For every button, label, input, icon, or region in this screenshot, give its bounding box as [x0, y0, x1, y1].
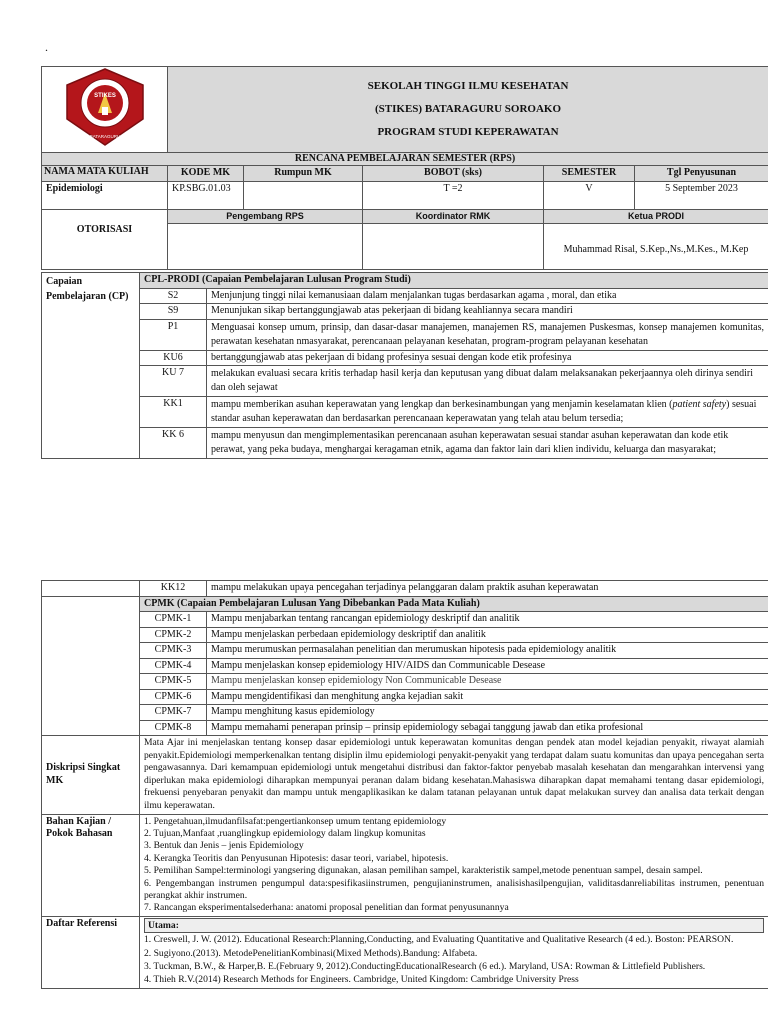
bullet-mark: .	[45, 40, 48, 54]
stikes-logo	[63, 67, 147, 147]
cpl-code: S2	[140, 288, 207, 304]
course-semester: V	[544, 181, 635, 209]
cp-table	[41, 272, 768, 459]
empty-cell	[42, 596, 140, 736]
bahan-item: 5. Pemilihan Sampel:terminologi yangsering digunakan, alasan pemilihan sampel, karakteristik sampel,metode penentuan sampel, desain sampel.	[144, 865, 703, 877]
ref-item: 3. Tuckman, B.W., & Harper,B. E.(February 9, 2012).ConductingEducationalResearch (6 ed.). Maryland, USA: Rowman & Littlefield Publishers.	[144, 961, 706, 973]
ketua-name: Muhammad Risal, S.Kep.,Ns.,M.Kes., M.Kep	[544, 223, 768, 269]
empty-cell	[42, 581, 140, 597]
cpmk-text: Mampu menghitung kasus epidemiology	[207, 705, 768, 721]
kk1-text-b: ) sesuai	[726, 399, 757, 410]
header-tgl: Tgl Penyusunan	[635, 166, 768, 182]
rps-title: RENCANA PEMBELAJARAN SEMESTER (RPS)	[42, 152, 768, 166]
cpl-text: mampu menyusun dan mengimplementasikan perencanaan asuhan keperawatan sesuai standar asuhan keperawatan dan kode etik perawat, yang peka budaya, menghargai keragaman etnik, agama dan faktor lain dari klien individu, keluarga dan masyarakat;	[207, 428, 768, 459]
ref-list	[140, 916, 768, 988]
kk1-text-c: standar asuhan keperawatan dan berdasarkan perencanaan keperawatan yang telah atau belum tersedia;	[211, 413, 624, 424]
course-rumpun	[244, 181, 363, 209]
cp-label: Capaian Pembelajaran (CP)	[42, 273, 140, 459]
cpl-code: KU 7	[140, 366, 207, 397]
cpl-text: melakukan evaluasi secara kritis terhadap hasil kerja dan keputusan yang dibuat dalam melaksanakan pekerjaannya oleh dirinya sendiri dan oleh sejawat	[207, 366, 768, 397]
cpmk-code: CPMK-7	[140, 705, 207, 721]
header-koordinator: Koordinator RMK	[363, 209, 544, 223]
cpmk-header: CPMK (Capaian Pembelajaran Lulusan Yang Dibebankan Pada Mata Kuliah)	[140, 596, 768, 612]
course-date: 5 September 2023	[635, 181, 768, 209]
kk1-text-a: mampu memberikan asuhan keperawatan yang lengkap dan berkesinambungan yang menjamin keselamatan klien (	[211, 399, 673, 410]
course-code: KP.SBG.01.03	[168, 181, 244, 209]
cpmk-code: CPMK-1	[140, 612, 207, 628]
logo-subtitle: BATARAGURU	[89, 134, 120, 139]
cpmk-text: Mampu memahami penerapan prinsip – prinsip epidemiology sebagai tanggung jawab dan etika profesional	[207, 720, 768, 736]
otorisasi-label: OTORISASI	[42, 209, 168, 269]
cpl-code: KK1	[140, 397, 207, 428]
ref-item: 2. Sugiyono.(2013). MetodePenelitianKombinasi(Mixed Methods).Bandung: Alfabeta.	[144, 947, 478, 959]
cpmk-code: CPMK-8	[140, 720, 207, 736]
cpl-text: Menjunjung tinggi nilai kemanusiaan dalam menjalankan tugas berdasarkan agama , moral, dan etika	[207, 288, 768, 304]
cpmk-code: CPMK-3	[140, 643, 207, 659]
cpl-text	[207, 397, 768, 428]
kk12-code: KK12	[140, 581, 207, 597]
deskripsi-text: Mata Ajar ini menjelaskan tentang konsep dasar epidemiologi untuk keperawatan komunitas dengan pendek atan model kejadian penyakit, riwayat alamiah penyakit.Epidemiologi memperkenalkan tentang disiplin ilmu epidemiologi penyakit-penyakit yang terdapat dalam suatu komunitas dan upaya pencegahan serta pengawasannya. Dari kemampuan epidemiologi untuk mengetahui distribusi dan faktor-faktor penyebab masalah kesehatan dan mengarahkan intervensi yang diperlukan maka epidemiologi diharapkan mempunyai peranan dalam bidang kesehatan.Mahasiswa diharapkan dapat memahami tentang dasar epidemiologi, frekuensi penyebaran penyakit dan mampu untuk mengaplikasikan ke dalam tatanan pelayanan untuk dapat melakukan survey dan analisa data terkait dengan ilmu keperawatan.	[140, 736, 768, 815]
cpmk-text: Mampu menjabarkan tentang rancangan epidemiology deskriptif dan analitik	[207, 612, 768, 628]
course-name: Epidemiologi	[42, 181, 168, 209]
header-semester: SEMESTER	[544, 166, 635, 182]
bahan-list	[140, 814, 768, 916]
bahan-item: 1. Pengetahuan,ilmudanfilsafat:pengertiankonsep umum tentang epidemiology	[144, 815, 447, 827]
bahan-item: 6. Pengembangan instrumen pengumpul data:spesifikasiinstrumen, pengujianinstrumen, analisishasilpengujian, validitasdanreliabilitas instrumen, penentuan perangkat akhir instrumen.	[144, 877, 764, 901]
cpmk-text: Mampu merumuskan permasalahan penelitian dan merumuskan hipotesis pada epidemiology analitik	[207, 643, 768, 659]
ref-item: 4. Thieh R.V.(2014) Research Methods for Engineers. Cambridge, United Kingdom: Cambridge University Press	[144, 974, 579, 986]
ref-item: 1. Creswell, J. W. (2012). Educational Research:Planning,Conducting, and Evaluating Quantitative and Qualitative Research (4 ed.). Boston: PEARSON.	[144, 934, 734, 946]
ref-label: Daftar Referensi	[42, 916, 140, 988]
cpmk-code: CPMK-5	[140, 674, 207, 690]
header-pengembang: Pengembang RPS	[168, 209, 363, 223]
cpl-text: Menguasai konsep umum, prinsip, dan dasar-dasar manajemen, manajemen RS, manajemen Puskesmas, konsep manajemen komunitas, perawatan kesehatan nmasyarakat, perencanaan pelayanan kesehatan, program-program pelayanan kesehatan	[207, 319, 768, 350]
header-rumpun: Rumpun MK	[244, 166, 363, 182]
pengembang-sign	[168, 223, 363, 269]
institution-line-3: PROGRAM STUDI KEPERAWATAN	[377, 125, 559, 138]
logo-cell	[42, 67, 168, 153]
cpmk-text: Mampu mengidentifikasi dan menghitung angka kejadian sakit	[207, 689, 768, 705]
logo-name: STIKES	[93, 93, 116, 99]
bahan-label: Bahan Kajian / Pokok Bahasan	[42, 814, 140, 916]
cpl-text: bertanggungjawab atas pekerjaan di bidang profesinya sesuai dengan kode etik profesinya	[207, 350, 768, 366]
institution-line-1: SEKOLAH TINGGI ILMU KESEHATAN	[367, 79, 569, 92]
bahan-item: 4. Kerangka Teoritis dan Penyusunan Hipotesis: dasar teori, variabel, hipotesis.	[144, 852, 449, 864]
deskripsi-label: Diskripsi Singkat MK	[42, 736, 140, 815]
cpmk-code: CPMK-2	[140, 627, 207, 643]
institution-header	[168, 67, 768, 153]
header-ketua: Ketua PRODI	[544, 209, 768, 223]
course-bobot: T =2	[363, 181, 544, 209]
cpl-code: S9	[140, 304, 207, 320]
header-bobot: BOBOT (sks)	[363, 166, 544, 182]
ref-head: Utama:	[144, 918, 764, 933]
kk1-text-italic: patient safety	[672, 399, 727, 410]
bahan-item: 7. Rancangan eksperimentalsederhana: anatomi proposal penelitian dan format penyusunannya	[144, 902, 509, 914]
cpmk-code: CPMK-6	[140, 689, 207, 705]
rps-header-table	[41, 66, 768, 270]
bahan-item: 2. Tujuan,Manfaat ,ruanglingkup epidemiology dalam lingkup komunitas	[144, 827, 426, 839]
cpmk-text: Mampu menjelaskan perbedaan epidemiology deskriptif dan analitik	[207, 627, 768, 643]
cpl-text: Menunjukan sikap bertanggungjawab atas pekerjaan di bidang keahliannya secara mandiri	[207, 304, 768, 320]
cpmk-text: Mampu menjelaskan konsep epidemiology HIV/AIDS dan Communicable Desease	[207, 658, 768, 674]
cpmk-code: CPMK-4	[140, 658, 207, 674]
cpmk-text: Mampu menjelaskan konsep epidemiology Non Communicable Desease	[207, 674, 768, 690]
header-course-name: NAMA MATA KULIAH	[42, 166, 168, 182]
koordinator-sign	[363, 223, 544, 269]
cpl-code: KU6	[140, 350, 207, 366]
cpl-code: KK 6	[140, 428, 207, 459]
header-course-code: KODE MK	[168, 166, 244, 182]
institution-line-2: (STIKES) BATARAGURU SOROAKO	[375, 102, 562, 115]
kk12-text: mampu melakukan upaya pencegahan terjadinya pelanggaran dalam praktik asuhan keperawatan	[207, 581, 768, 597]
bahan-item: 3. Bentuk dan Jenis – jenis Epidemiology	[144, 840, 304, 852]
cpl-header: CPL-PRODI (Capaian Pembelajaran Lulusan Program Studi)	[140, 273, 768, 289]
cpl-code: P1	[140, 319, 207, 350]
cpmk-table	[41, 580, 768, 989]
